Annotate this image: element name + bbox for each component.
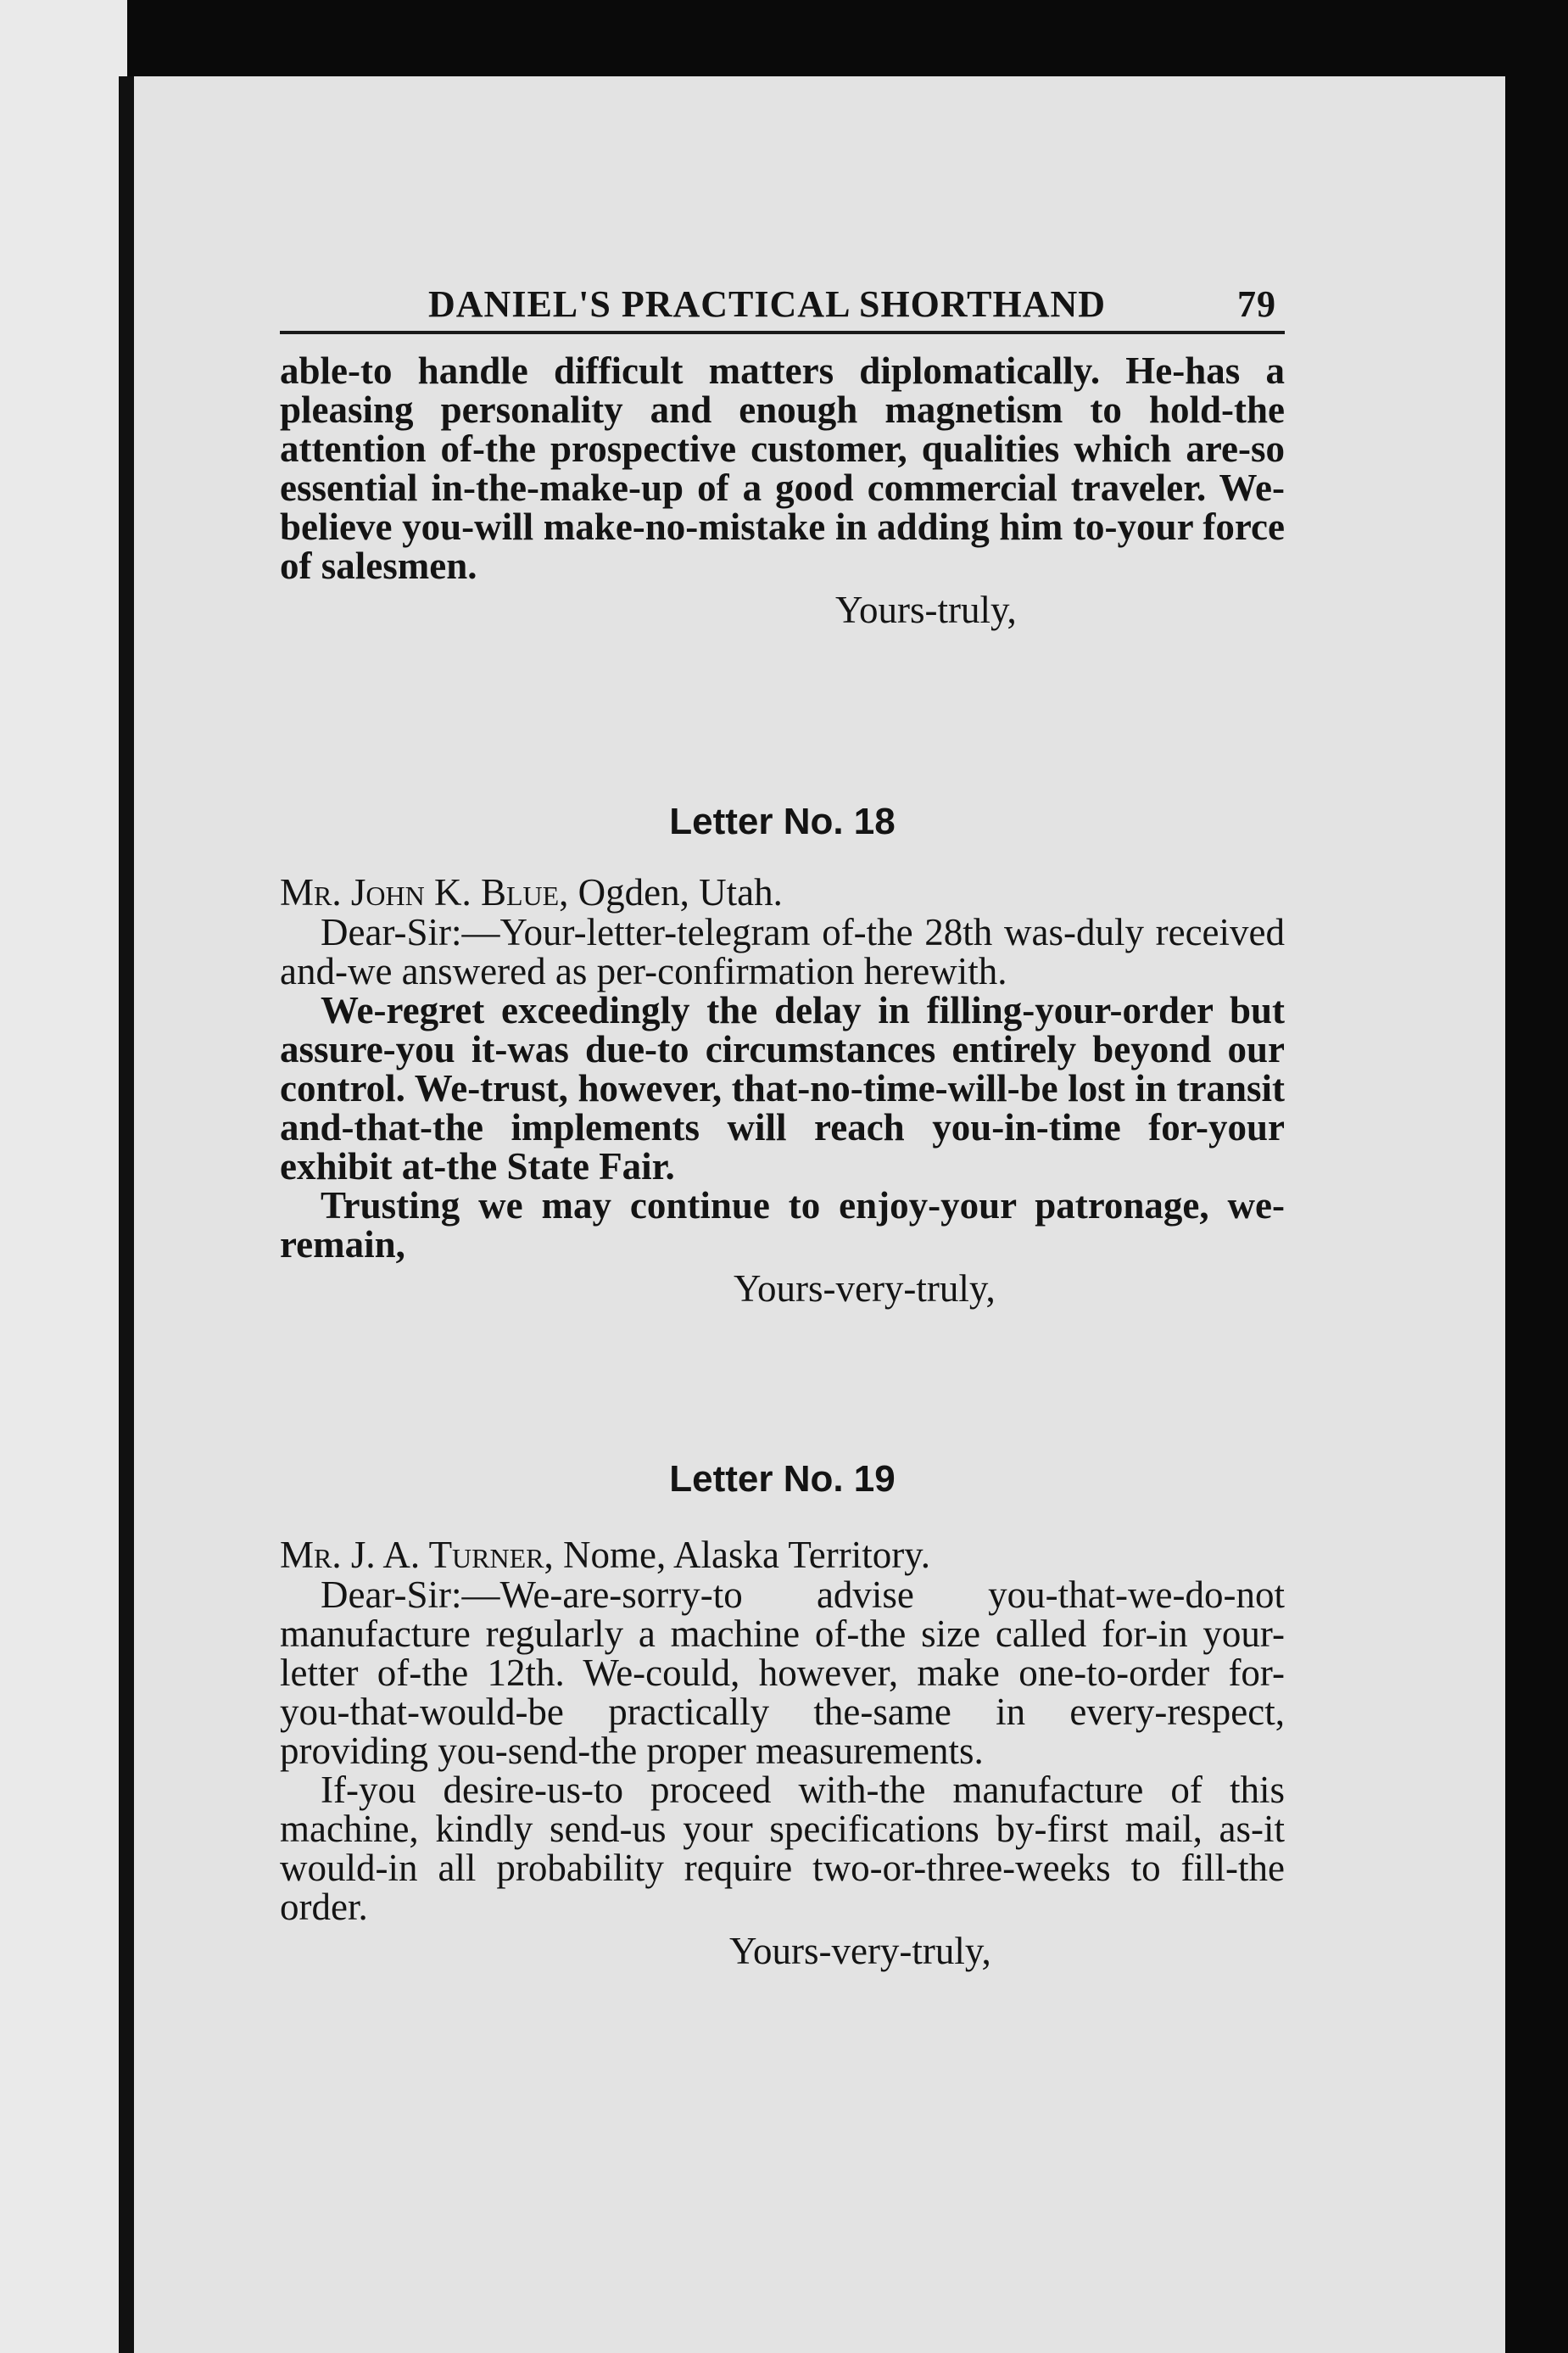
addressee-name: Mr. John K. Blue, bbox=[280, 871, 569, 914]
letter-19-paragraph-1: Dear-Sir:—We-are-sorry-to advise you-that-we-do-not manufacture regularly a machine of-the size called for-in your-letter of-the 12th. We-could, however, make one-to-order for-you-that-would-be practically the-same in every-respect, providing you-send-the proper measurements. bbox=[280, 1573, 1285, 1772]
letter-18-paragraph-2: We-regret exceedingly the delay in filling-your-order but assure-you it-was due-to circumstances entirely beyond our control. We-trust, however, that-no-time-will-be lost in transit and-that-the implements will reach you-in-time for-your exhibit at-the State Fair. bbox=[280, 989, 1285, 1188]
running-title: DANIEL'S PRACTICAL SHORTHAND bbox=[428, 283, 1107, 325]
letter-18-addressee bbox=[280, 872, 1285, 913]
continued-paragraph: able-to handle difficult matters diplomatically. He-has a pleasing personality and enough magnetism to hold-the attention of-the prospective customer, qualities which are-so essential in-the-make-up of a good commercial traveler. We-believe you-will make-no-mistake in adding him to-your force of salesmen. bbox=[280, 349, 1285, 587]
letter-18-paragraph-1: Dear-Sir:—Your-letter-telegram of-the 28th was-duly received and-we answered as per-confirmation herewith. bbox=[280, 911, 1285, 992]
letter-19-heading: Letter No. 19 bbox=[669, 1458, 896, 1500]
letter-19-addressee bbox=[280, 1534, 1285, 1575]
page-content bbox=[280, 280, 1285, 1972]
letter-18-heading: Letter No. 18 bbox=[669, 801, 896, 842]
facing-page-edge bbox=[0, 0, 127, 2353]
addressee-place: Nome, Alaska Territory. bbox=[553, 1534, 931, 1576]
page-number: 79 bbox=[1237, 283, 1276, 325]
addressee-place: Ogden, Utah. bbox=[568, 871, 783, 914]
running-header bbox=[280, 280, 1285, 334]
closing-signoff: Yours-truly, bbox=[835, 589, 1017, 631]
letter-18-closing: Yours-very-truly, bbox=[734, 1267, 996, 1310]
letter-19-paragraph-2: If-you desire-us-to proceed with-the manufacture of this machine, kindly send-us your specifications by-first mail, as-it would-in all probability require two-or-three-weeks to fill-the order. bbox=[280, 1769, 1285, 1928]
addressee-name: Mr. J. A. Turner, bbox=[280, 1534, 554, 1576]
letter-19-closing: Yours-very-truly, bbox=[729, 1930, 991, 1972]
book-spine bbox=[119, 76, 134, 2353]
letter-18-paragraph-3: Trusting we may continue to enjoy-your patronage, we-remain, bbox=[280, 1184, 1285, 1266]
